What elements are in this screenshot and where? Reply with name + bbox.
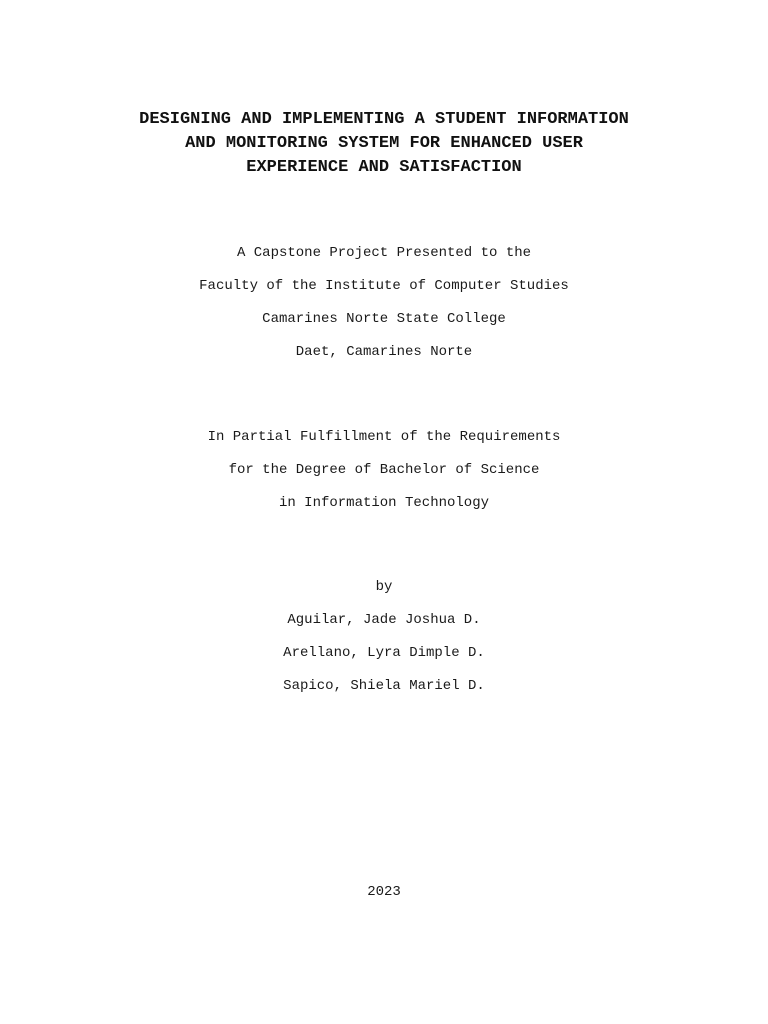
presentation-line-3: Camarines Norte State College	[262, 311, 506, 327]
author-2: Arellano, Lyra Dimple D.	[283, 645, 485, 661]
title-line-3: EXPERIENCE AND SATISFACTION	[246, 158, 522, 177]
fulfillment-line-1: In Partial Fulfillment of the Requirements	[207, 429, 561, 445]
presentation-line-2: Faculty of the Institute of Computer Studies	[199, 278, 569, 294]
year: 2023	[367, 884, 401, 900]
presentation-line-1: A Capstone Project Presented to the	[236, 245, 532, 261]
fulfillment-line-2: for the Degree of Bachelor of Science	[228, 462, 540, 478]
presentation-line-4: Daet, Camarines Norte	[295, 344, 473, 360]
thesis-title	[0, 108, 768, 180]
by-label: by	[375, 579, 393, 595]
fulfillment-line-3: in Information Technology	[278, 495, 490, 511]
title-line-1: DESIGNING AND IMPLEMENTING A STUDENT INFORMATION	[139, 110, 629, 129]
author-3: Sapico, Shiela Mariel D.	[283, 678, 485, 694]
author-1: Aguilar, Jade Joshua D.	[287, 612, 481, 628]
title-line-2: AND MONITORING SYSTEM FOR ENHANCED USER	[185, 134, 583, 153]
